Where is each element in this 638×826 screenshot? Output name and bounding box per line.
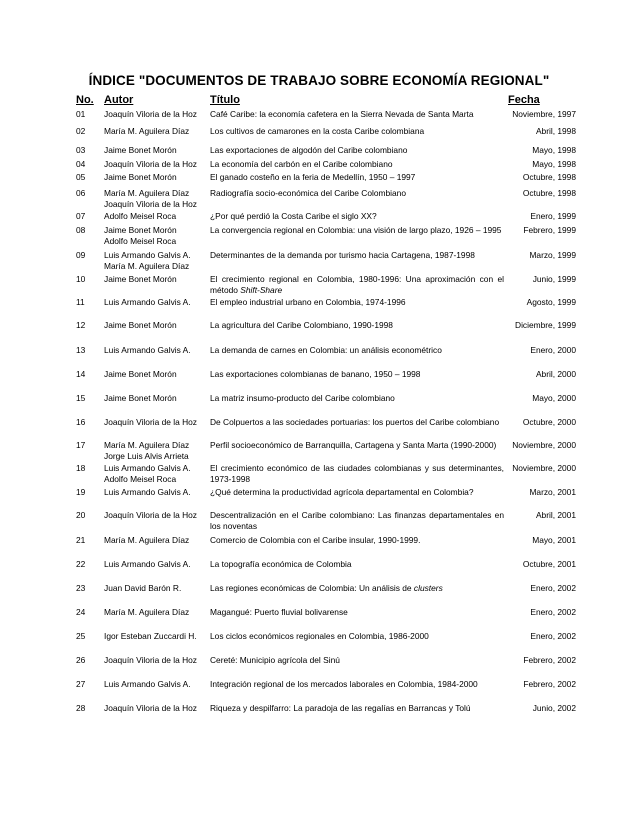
- row-author: Jaime Bonet Morón: [104, 320, 177, 330]
- row-author: Jaime Bonet Morón: [104, 369, 177, 379]
- row-author: María M. Aguilera Díaz: [104, 126, 190, 136]
- row-title: Las exportaciones colombianas de banano, 1950 – 1998: [210, 369, 421, 379]
- row-title: Descentralización en el Caribe colombiano: Las finanzas departamentales en los noventas: [210, 510, 504, 531]
- row-author: María M. Aguilera Díaz Jorge Luis Alvis Arrieta: [104, 440, 190, 461]
- row-number: 11: [76, 297, 85, 307]
- row-author: Jaime Bonet Morón: [104, 274, 177, 284]
- row-number: 24: [76, 607, 86, 617]
- header-fecha: Fecha: [508, 94, 540, 106]
- row-author: Joaquín Viloria de la Hoz: [104, 655, 197, 665]
- row-author: Joaquín Viloria de la Hoz: [104, 703, 197, 713]
- row-title: Las regiones económicas de Colombia: Un análisis de clusters: [210, 583, 443, 593]
- row-date: Abril, 1998: [535, 126, 576, 136]
- row-date: Enero, 2002: [530, 607, 576, 617]
- row-author: Adolfo Meisel Roca: [104, 211, 177, 221]
- row-number: 18: [76, 463, 86, 473]
- row-number: 02: [76, 126, 86, 136]
- row-number: 28: [76, 703, 86, 713]
- row-title: Perfil socioeconómico de Barranquilla, Cartagena y Santa Marta (1990-2000): [210, 440, 497, 450]
- row-title: Los cultivos de camarones en la costa Caribe colombiana: [210, 126, 425, 136]
- row-date: Noviembre, 2000: [512, 463, 576, 473]
- row-title: Cereté: Municipio agrícola del Sinú: [210, 655, 340, 665]
- row-number: 06: [76, 188, 86, 198]
- row-title: ¿Qué determina la productividad agrícola departamental en Colombia?: [210, 487, 474, 497]
- row-date: Agosto, 1999: [526, 297, 576, 307]
- row-author: Joaquín Viloria de la Hoz: [104, 510, 197, 520]
- row-date: Noviembre, 2000: [512, 440, 576, 450]
- row-number: 14: [76, 369, 86, 379]
- row-date: Marzo, 1999: [529, 250, 576, 260]
- row-date: Enero, 2000: [530, 345, 576, 355]
- row-title: Magangué: Puerto fluvial bolivarense: [210, 607, 348, 617]
- row-author: Jaime Bonet Morón: [104, 172, 177, 182]
- row-title: La agricultura del Caribe Colombiano, 1990-1998: [210, 320, 393, 330]
- row-number: 23: [76, 583, 86, 593]
- row-title: Radiografía socio-económica del Caribe Colombiano: [210, 188, 406, 198]
- row-author: María M. Aguilera Díaz Joaquín Viloria de la Hoz: [104, 188, 197, 209]
- row-number: 19: [76, 487, 86, 497]
- row-date: Mayo, 1998: [532, 159, 576, 169]
- row-author: Juan David Barón R.: [104, 583, 182, 593]
- row-date: Febrero, 2002: [523, 679, 576, 689]
- row-date: Noviembre, 1997: [512, 109, 576, 119]
- row-title: Comercio de Colombia con el Caribe insular, 1990-1999.: [210, 535, 421, 545]
- row-number: 15: [76, 393, 86, 403]
- header-titulo: Título: [210, 94, 240, 106]
- row-title: De Colpuertos a las sociedades portuarias: los puertos del Caribe colombiano: [210, 417, 500, 427]
- row-author: Joaquín Viloria de la Hoz: [104, 109, 197, 119]
- row-title: El crecimiento regional en Colombia, 1980-1996: Una aproximación con el método Shift-Share: [210, 274, 504, 295]
- row-number: 22: [76, 559, 86, 569]
- row-number: 05: [76, 172, 86, 182]
- row-date: Mayo, 2000: [532, 393, 576, 403]
- row-date: Febrero, 2002: [523, 655, 576, 665]
- row-date: Abril, 2001: [535, 510, 576, 520]
- row-number: 04: [76, 159, 86, 169]
- row-title: El empleo industrial urbano en Colombia, 1974-1996: [210, 297, 406, 307]
- row-number: 17: [76, 440, 86, 450]
- row-author: Jaime Bonet Morón: [104, 145, 177, 155]
- row-date: Febrero, 1999: [523, 225, 576, 235]
- row-date: Junio, 1999: [532, 274, 576, 284]
- row-author: María M. Aguilera Díaz: [104, 535, 190, 545]
- row-date: Marzo, 2001: [529, 487, 576, 497]
- row-title: Determinantes de la demanda por turismo hacia Cartagena, 1987-1998: [210, 250, 475, 260]
- row-date: Mayo, 1998: [532, 145, 576, 155]
- row-date: Mayo, 2001: [532, 535, 576, 545]
- row-date: Octubre, 1998: [522, 188, 576, 198]
- row-number: 01: [76, 109, 86, 119]
- row-author: Luis Armando Galvis A. María M. Aguilera Díaz: [104, 250, 191, 271]
- row-author: Luis Armando Galvis A.: [104, 345, 191, 355]
- row-title: El crecimiento económico de las ciudades colombianas y sus determinantes, 1973-1998: [210, 463, 504, 484]
- row-title: Integración regional de los mercados laborales en Colombia, 1984-2000: [210, 679, 478, 689]
- row-number: 10: [76, 274, 86, 284]
- row-number: 07: [76, 211, 86, 221]
- row-title: ¿Por qué perdió la Costa Caribe el siglo XX?: [210, 211, 377, 221]
- row-title-italic: Shift-Share: [240, 284, 283, 295]
- row-number: 16: [76, 417, 86, 427]
- row-author: Luis Armando Galvis A. Adolfo Meisel Roca: [104, 463, 191, 484]
- row-author: Joaquín Viloria de la Hoz: [104, 159, 197, 169]
- row-author: Joaquín Viloria de la Hoz: [104, 417, 197, 427]
- row-title: La economía del carbón en el Caribe colombiano: [210, 159, 393, 169]
- row-author: Jaime Bonet Morón Adolfo Meisel Roca: [104, 225, 177, 246]
- row-author: Luis Armando Galvis A.: [104, 487, 191, 497]
- row-number: 12: [76, 320, 86, 330]
- row-date: Octubre, 2000: [522, 417, 576, 427]
- document-title: ÍNDICE "DOCUMENTOS DE TRABAJO SOBRE ECONOMÍA REGIONAL": [88, 73, 550, 88]
- row-title: El ganado costeño en la feria de Medellín, 1950 – 1997: [210, 172, 416, 182]
- row-date: Enero, 2002: [530, 583, 576, 593]
- row-title: La convergencia regional en Colombia: una visión de largo plazo, 1926 – 1995: [210, 225, 502, 235]
- row-title: La matriz insumo-producto del Caribe colombiano: [210, 393, 395, 403]
- row-number: 25: [76, 631, 86, 641]
- row-date: Octubre, 2001: [522, 559, 576, 569]
- row-title-italic: clusters: [413, 583, 443, 593]
- row-author: Luis Armando Galvis A.: [104, 297, 191, 307]
- header-autor: Autor: [104, 94, 134, 106]
- row-title: Café Caribe: la economía cafetera en la Sierra Nevada de Santa Marta: [210, 109, 474, 119]
- row-number: 27: [76, 679, 86, 689]
- row-date: Enero, 2002: [530, 631, 576, 641]
- row-number: 03: [76, 145, 86, 155]
- row-number: 13: [76, 345, 86, 355]
- row-author: María M. Aguilera Díaz: [104, 607, 190, 617]
- row-title: La demanda de carnes en Colombia: un análisis econométrico: [210, 345, 442, 355]
- row-date: Enero, 1999: [530, 211, 576, 221]
- row-date: Junio, 2002: [532, 703, 576, 713]
- row-date: Diciembre, 1999: [515, 320, 576, 330]
- row-author: Jaime Bonet Morón: [104, 393, 177, 403]
- row-number: 09: [76, 250, 86, 260]
- row-number: 08: [76, 225, 86, 235]
- row-author: Luis Armando Galvis A.: [104, 679, 191, 689]
- row-date: Abril, 2000: [535, 369, 576, 379]
- row-title: Los ciclos económicos regionales en Colombia, 1986-2000: [210, 631, 429, 641]
- header-no: No.: [76, 94, 94, 106]
- row-author: Luis Armando Galvis A.: [104, 559, 191, 569]
- row-title: Riqueza y despilfarro: La paradoja de las regalías en Barrancas y Tolú: [210, 703, 471, 713]
- row-title: Las exportaciones de algodón del Caribe colombiano: [210, 145, 408, 155]
- row-date: Octubre, 1998: [522, 172, 576, 182]
- row-title: La topografía económica de Colombia: [210, 559, 352, 569]
- row-number: 21: [76, 535, 86, 545]
- row-author: Igor Esteban Zuccardi H.: [104, 631, 197, 641]
- row-number: 26: [76, 655, 86, 665]
- row-number: 20: [76, 510, 86, 520]
